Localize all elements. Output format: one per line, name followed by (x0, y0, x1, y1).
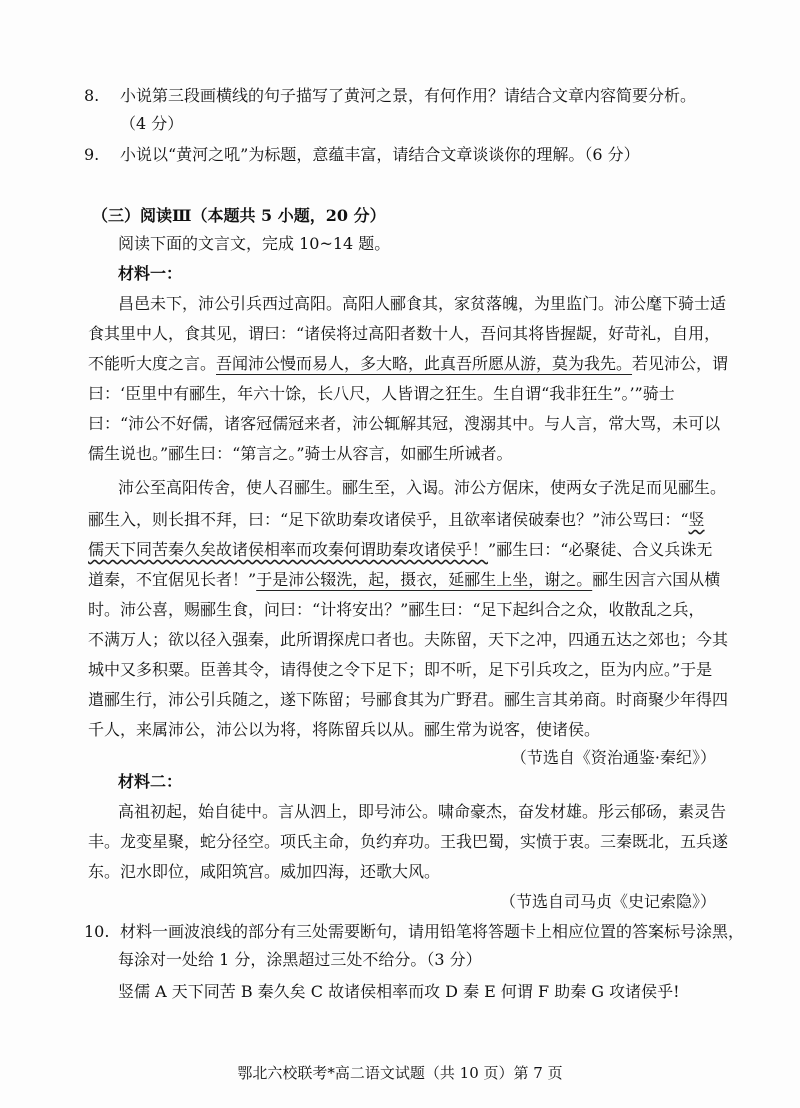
question-number: 9. (84, 145, 100, 164)
question-8-score: （4 分） (120, 114, 184, 133)
passage-line: 食其里中人，食其见，谓曰：“诸侯将过高阳者数十人，吾问其将皆握龊，好苛礼，自用， (88, 324, 721, 343)
passage-text: 不能听大度之言。 (88, 354, 217, 373)
passage-text: ”郦生曰：“必聚徒、合义兵诛无 (488, 540, 713, 559)
passage-text: 郦生因言六国从横 (592, 570, 721, 589)
passage-line (88, 510, 705, 530)
passage-line: 东。氾水即位，咸阳筑宫。威加四海，还歌大风。 (88, 862, 441, 881)
underlined-sentence: 于是沛公辍洗，起，摄衣，延郦生上坐，谢之。 (256, 570, 593, 589)
material-2-source: （节选自司马贞《史记索隐》） (499, 892, 716, 911)
material-1-heading: 材料一： (118, 264, 183, 283)
passage-line (88, 354, 728, 374)
question-10 (84, 922, 744, 942)
passage-line: 昌邑未下，沛公引兵西过高阳。高阳人郦食其，家贫落魄，为里监门。沛公麾下骑士适 (118, 294, 727, 313)
passage-line (88, 570, 720, 590)
passage-line: 曰：“沛公不好儒，诸客冠儒冠来者，沛公辄解其冠，溲溺其中。与人言，常大骂，未可以 (88, 414, 721, 433)
question-text: 小说以“黄河之吼”为标题，意蕴丰富，请结合文章谈谈你的理解。（6 分） (120, 145, 640, 164)
wavy-underlined-text: 竖 (688, 510, 705, 529)
question-text: 材料一画波浪线的部分有三处需要断句，请用铅笔将答题卡上相应位置的答案标号涂黑， (120, 922, 745, 941)
passage-line (88, 540, 712, 560)
passage-line: 儒生说也。”郦生曰：“第言之。”骑士从容言，如郦生所诫者。 (88, 444, 513, 463)
passage-line: 丰。龙变星聚，蛇分径空。项氏主命，负约弃功。王我巴蜀，实愤于衷。三秦既北，五兵遂 (88, 832, 729, 851)
question-8 (84, 86, 696, 106)
passage-line: 曰：‘臣里中有郦生，年六十馀，长八尺，人皆谓之狂生。生自谓“我非狂生”。’”骑士 (88, 384, 675, 403)
passage-line: 城中又多积粟。臣善其令，请得使之令下足下；即不听，足下引兵攻之，臣为内应。”于是 (88, 660, 713, 679)
underlined-sentence: 吾闻沛公慢而易人，多大略，此真吾所愿从游，莫为我先。 (216, 354, 633, 373)
question-10-text-cont: 每涂对一处给 1 分，涂黑超过三处不给分。（3 分） (118, 950, 482, 969)
passage-line: 遣郦生行，沛公引兵随之，遂下陈留；号郦食其为广野君。郦生言其弟商。时商聚少年得四 (88, 690, 729, 709)
material-2-heading: 材料二： (118, 772, 183, 791)
passage-line: 不满万人；欲以径入强秦，此所谓探虎口者也。夫陈留，天下之冲，四通五达之郊也；今其 (88, 630, 729, 649)
question-10-options: 竖儒 A 天下同苦 B 秦久矣 C 故诸侯相率而攻 D 秦 E 何谓 F 助秦 G 攻诸侯乎! (118, 982, 680, 1001)
passage-line: 时。沛公喜，赐郦生食，问曰：“计将安出？”郦生曰：“足下起纠合之众，收散乱之兵， (88, 600, 705, 619)
passage-line: 高祖初起，始自徒中。言从泗上，即号沛公。啸命豪杰，奋发材雄。彤云郁砀，素灵告 (118, 802, 727, 821)
page-footer: 鄂北六校联考*高二语文试题（共 10 页）第 7 页 (237, 1064, 563, 1082)
question-number: 8. (84, 86, 100, 105)
passage-text: 道秦，不宜倨见长者！” (88, 570, 257, 589)
passage-text: 郦生入，则长揖不拜，曰：“足下欲助秦攻诸侯乎，且欲率诸侯破秦也？”沛公骂曰：“ (88, 510, 689, 529)
question-text: 小说第三段画横线的句子描写了黄河之景，有何作用？请结合文章内容简要分析。 (120, 86, 697, 105)
passage-line: 千人，来属沛公，沛公以为将，将陈留兵以从。郦生常为说客，使诸侯。 (88, 720, 601, 739)
section-instruction: 阅读下面的文言文，完成 10~14 题。 (118, 234, 391, 253)
wavy-underlined-text: 儒天下同苦秦久矣故诸侯相率而攻秦何谓助秦攻诸侯乎！ (88, 540, 489, 559)
material-1-source: （节选自《资治通鉴·秦纪》） (510, 748, 716, 767)
passage-text: 若见沛公，谓 (632, 354, 729, 373)
question-number: 10. (84, 922, 110, 941)
section-title: （三）阅读Ⅲ（本题共 5 小题，20 分） (92, 206, 386, 225)
question-9 (84, 145, 640, 165)
passage-line: 沛公至高阳传舍，使人召郦生。郦生至，入谒。沛公方倨床，使两女子洗足而见郦生。 (118, 478, 727, 497)
